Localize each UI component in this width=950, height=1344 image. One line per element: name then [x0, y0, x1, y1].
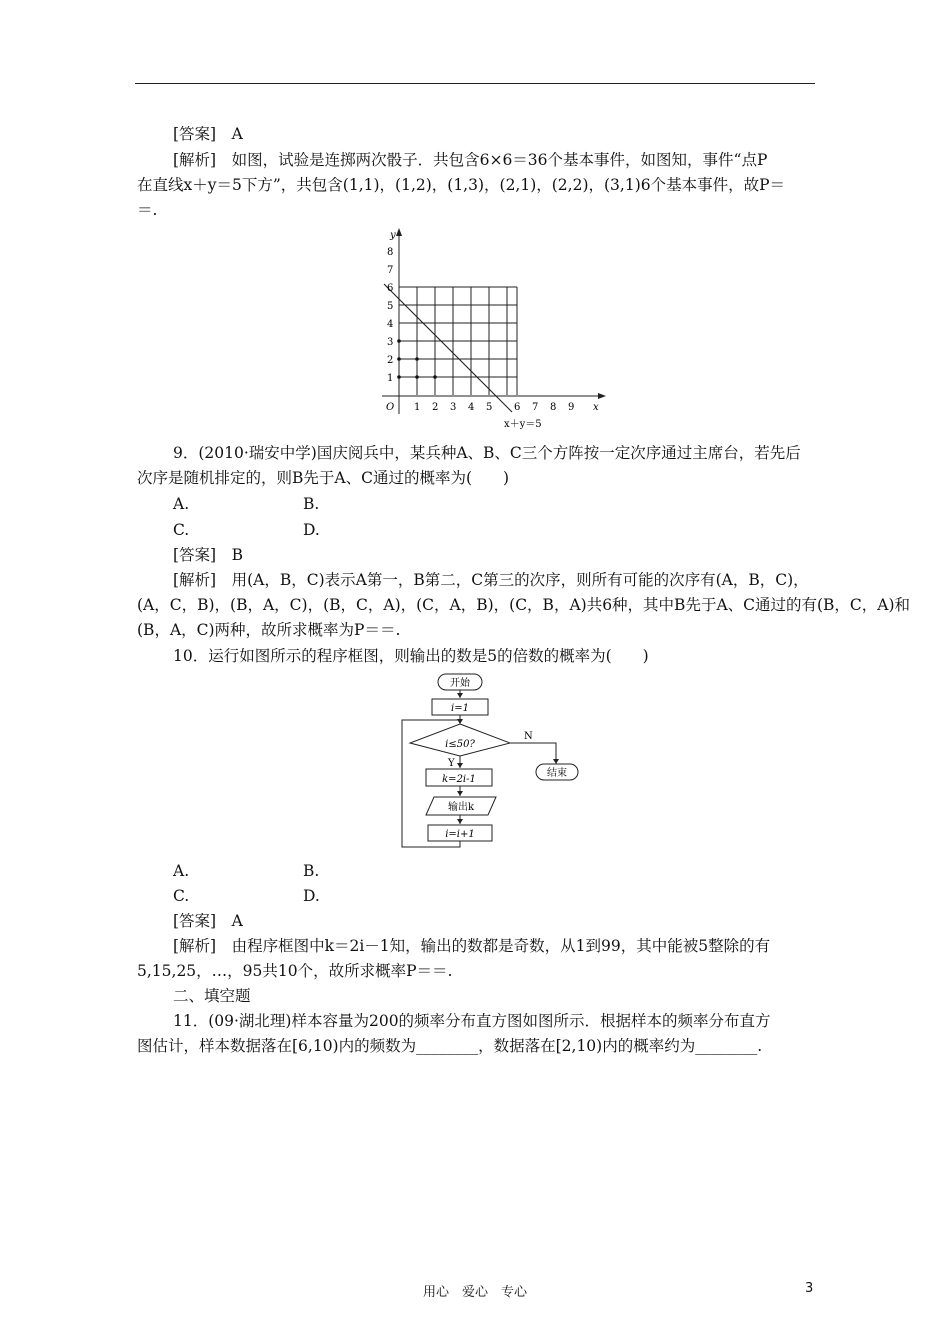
question-11-line2: 图估计，样本数据落在[6,10)内的频数为________，数据落在[2,10)内的概率约为________. [137, 1037, 763, 1055]
q9-option-a: A. [173, 495, 190, 513]
question-9-line1: 9．(2010·瑞安中学)国庆阅兵中，某兵种A、B、C三个方阵按一定次序通过主席台，若先后 [173, 444, 801, 462]
y-tick-3: 3 [387, 337, 394, 348]
y-axis-arrow [396, 228, 402, 236]
point-2-2 [415, 357, 419, 361]
q9-option-c: C. [173, 521, 190, 539]
flow-end-label: 结束 [547, 768, 567, 779]
point-2-1 [415, 375, 419, 379]
point-3-1 [433, 375, 437, 379]
analysis-9-line1: [解析] 用(A，B，C)表示A第一，B第二，C第三的次序，则所有可能的次序有(A，B，C)， [173, 571, 809, 589]
y-tick-2: 2 [387, 355, 394, 366]
point-1-3 [397, 339, 401, 343]
question-10: 10．运行如图所示的程序框图，则输出的数是5的倍数的概率为( ) [173, 647, 649, 665]
x-tick-8: 8 [550, 402, 557, 413]
q10-option-c: C. [173, 887, 190, 905]
flow-incr-label: i=i+1 [445, 829, 475, 840]
flow-output-label: 输出k [447, 802, 475, 813]
origin-label: O [386, 402, 395, 413]
x-tick-3: 3 [450, 402, 457, 413]
line-x-plus-y-5 [384, 284, 512, 412]
dice-grid-figure [362, 224, 612, 434]
analysis-8-line2: 在直线x＋y＝5下方”，共包含(1,1)，(1,2)，(1,3)，(2,1)，(2,2)，(3,1)6个基本事件，故P＝ [137, 176, 786, 194]
analysis-8-line3: ＝. [137, 201, 158, 219]
flow-yes-label: Y [448, 758, 455, 769]
x-tick-2: 2 [432, 402, 439, 413]
y-tick-7: 7 [387, 265, 394, 276]
q9-option-b: B. [303, 495, 320, 513]
analysis-9-line2: (A，C，B)，(B，A，C)，(B，C，A)，(C，A，B)，(C，B，A)共6种，其中B先于A、C通过的有(B，C，A)和 [137, 596, 911, 614]
flow-no-label: N [524, 731, 533, 742]
flow-assign-label: k=2i-1 [442, 774, 476, 785]
question-11-line1: 11．(09·湖北理)样本容量为200的频率分布直方图如图所示．根据样本的频率分布直方 [173, 1012, 771, 1030]
point-1-2 [397, 357, 401, 361]
y-tick-4: 4 [387, 319, 394, 330]
line-label: x＋y＝5 [504, 419, 542, 430]
x-tick-7: 7 [532, 402, 539, 413]
flow-cond-label: i≤50? [445, 739, 475, 750]
x-tick-5: 5 [486, 402, 493, 413]
flow-start-label: 开始 [450, 678, 470, 689]
page-number: 3 [805, 1281, 814, 1296]
x-axis-label: x [593, 402, 599, 413]
y-tick-6: 6 [387, 283, 394, 294]
y-tick-8: 8 [387, 247, 394, 258]
flowchart-figure [398, 670, 598, 850]
flow-no-branch [510, 743, 556, 763]
answer-10: [答案] A [173, 912, 243, 930]
x-tick-6: 6 [514, 402, 521, 413]
analysis-10-line1: [解析] 由程序框图中k＝2i－1知，输出的数都是奇数，从1到99，其中能被5整除的有 [173, 937, 771, 955]
footer-motto: 用心 爱心 专心 [422, 1285, 527, 1300]
y-tick-5: 5 [387, 301, 394, 312]
analysis-8-line1: [解析] 如图，试验是连掷两次骰子．共包含6×6＝36个基本事件，如图知，事件“点P [173, 151, 768, 169]
answer-8: [答案] A [173, 125, 243, 143]
y-axis-label: y [390, 230, 396, 241]
x-tick-9: 9 [568, 402, 575, 413]
question-9-line2: 次序是随机排定的，则B先于A、C通过的概率为( ) [137, 469, 510, 487]
x-tick-1: 1 [414, 402, 421, 413]
header-rule [135, 83, 815, 84]
point-1-1 [397, 375, 401, 379]
x-tick-4: 4 [468, 402, 475, 413]
x-axis-arrow [598, 393, 606, 399]
y-tick-1: 1 [387, 373, 394, 384]
section-heading-fill-in: 二、填空题 [173, 987, 251, 1005]
q10-option-d: D. [303, 887, 320, 905]
answer-9: [答案] B [173, 546, 243, 564]
q9-option-d: D. [303, 521, 320, 539]
q10-option-a: A. [173, 862, 190, 880]
analysis-10-line2: 5,15,25，…，95共10个，故所求概率P＝＝. [137, 962, 453, 980]
analysis-9-line3: (B，A，C)两种，故所求概率为P＝＝. [137, 621, 401, 639]
q10-option-b: B. [303, 862, 320, 880]
flow-init-label: i=1 [451, 703, 469, 714]
